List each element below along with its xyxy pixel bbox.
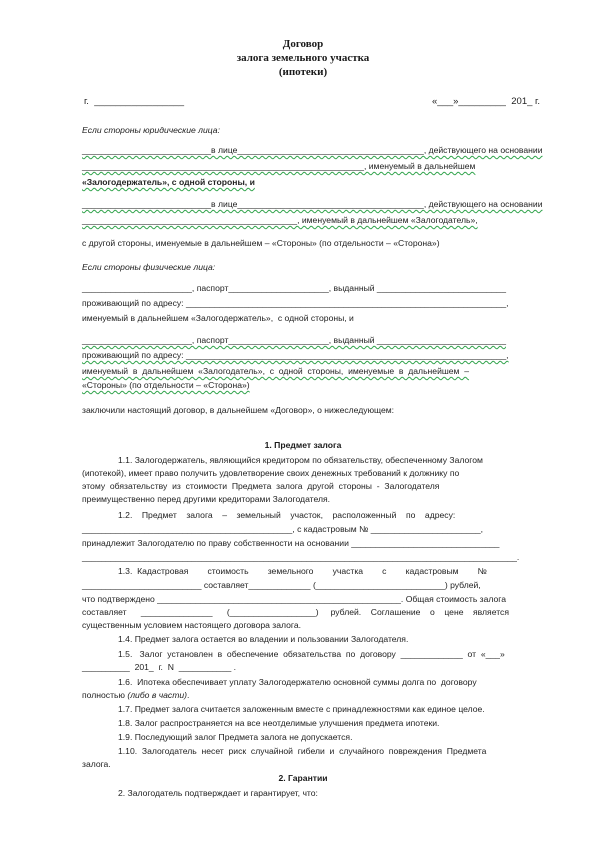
clause-1-6-line-2 <box>82 690 189 701</box>
clause-1-9: 1.9. Последующий залог Предмета залога не допускается. <box>118 732 353 742</box>
clause-1-2-line-2: ____________________________________________, с кадастровым № _______________________, <box>82 524 484 534</box>
clause-1-4: 1.4. Предмет залога остается во владении и пользовании Залогодателя. <box>118 634 409 644</box>
natural-heading: Если стороны физические лица: <box>82 262 216 272</box>
clause-1-6-end: . <box>187 690 190 700</box>
clause-1-8: 1.8. Залог распространяется на все неотделимые улучшения предмета ипотеки. <box>118 718 440 728</box>
clause-1-5-line-2: __________ 201_ г. N ___________ . <box>82 662 237 672</box>
natural-line-1: _______________________, паспорт_____________________, выданный ___________________________ <box>82 283 506 293</box>
clause-1-3-line-4: составляет _______________ (__________________) рублей. Соглашение о цене является <box>82 607 509 617</box>
clause-1-5-line-1: 1.5. Залог установлен в обеспечение обязательства по договору _____________ от «___» <box>118 649 505 659</box>
legal-line-3: «Залогодержатель», с одной стороны, и <box>82 177 255 187</box>
doc-subtitle-2: (ипотеки) <box>278 66 328 78</box>
natural-line-3: именуемый в дальнейшем «Залогодержатель», с одной стороны, и <box>82 313 354 323</box>
legal-line-2: ___________________________________________________________, именуемый в дальнейшем <box>82 161 476 171</box>
doc-subtitle: залога земельного участка <box>236 52 370 64</box>
clause-1-6-line-1: 1.6. Ипотека обеспечивает уплату Залогодержателю основной суммы долга по договору <box>118 677 477 687</box>
legal-heading: Если стороны юридические лица: <box>82 125 220 135</box>
clause-1-3-line-1: 1.3. Кадастровая стоимость земельного участка с кадастровым № <box>118 566 487 576</box>
clause-1-2-line-1: 1.2. Предмет залога – земельный участок, расположенный по адресу: <box>118 510 456 520</box>
clause-1-6-text: полностью <box>82 690 128 700</box>
clause-1-3-line-2: _________________________ составляет_____________ (___________________________) рублей, <box>82 580 481 590</box>
clause-1-7: 1.7. Предмет залога считается заложенным вместе с принадлежностями как единое целое. <box>118 704 485 714</box>
clause-1-1-line-3: этому обязательству из стоимости Предмета залога другой стороны - Залогодателя <box>82 481 440 491</box>
clause-1-3-line-3: что подтверждено ___________________________________________________. Общая стоимость залога <box>82 594 507 604</box>
clause-1-1-line-4: преимущественно перед другими кредиторами Залогодателя. <box>82 494 331 504</box>
legal-line-5: _____________________________________________, именуемый в дальнейшем «Залогодатель», <box>82 215 478 225</box>
clause-2: 2. Залогодатель подтверждает и гарантирует, что: <box>118 788 318 798</box>
clause-1-6-note: (либо в части) <box>127 690 188 700</box>
clause-1-10-line-1: 1.10. Залогодатель несет риск случайной гибели и случайного повреждения Предмета <box>118 746 487 756</box>
natural-line-2: проживающий по адресу: ___________________________________________________________________, <box>82 298 509 308</box>
clause-1-1-line-2: (ипотекой), имеет право получить удовлетворение своих денежных требований к должнику по <box>82 468 460 478</box>
section-1-heading: 1. Предмет залога <box>264 440 342 450</box>
natural-line-7: «Стороны» (по отдельности – «Сторона») <box>82 380 250 390</box>
doc-title: Договор <box>282 38 324 50</box>
clause-1-2-line-4: ___________________________________________________________________________________________. <box>82 552 520 562</box>
city-field: г. _________________ <box>84 96 185 107</box>
clause-1-1-line-1: 1.1. Залогодержатель, являющийся кредитором по обязательству, обеспеченному Залогом <box>118 455 483 465</box>
natural-line-4: _______________________, паспорт_____________________, выданный ___________________________ <box>82 335 506 345</box>
clause-1-3-line-5: существенным условием настоящего договора залога. <box>82 620 302 630</box>
legal-line-6: с другой стороны, именуемые в дальнейшем – «Стороны» (по отдельности – «Сторона») <box>82 238 440 248</box>
legal-line-1: ___________________________в лице_______________________________________, действующего на основании <box>82 145 543 155</box>
legal-line-4: ___________________________в лице_______________________________________, действующего на основании <box>82 199 543 209</box>
natural-line-6: именуемый в дальнейшем «Залогодатель», с одной стороны, именуемые в дальнейшем – <box>82 366 470 376</box>
section-2-heading: 2. Гарантии <box>278 773 328 783</box>
natural-line-5: проживающий по адресу: ___________________________________________________________________, <box>82 350 509 360</box>
clause-1-2-line-3: принадлежит Залогодателю по праву собственности на основании _______________________________ <box>82 538 500 548</box>
date-field: «___»_________ 201_ г. <box>432 96 540 107</box>
clause-1-10-line-2: залога. <box>82 759 111 769</box>
concluded-text: заключили настоящий договор, в дальнейшем «Договор», о нижеследующем: <box>82 405 395 415</box>
